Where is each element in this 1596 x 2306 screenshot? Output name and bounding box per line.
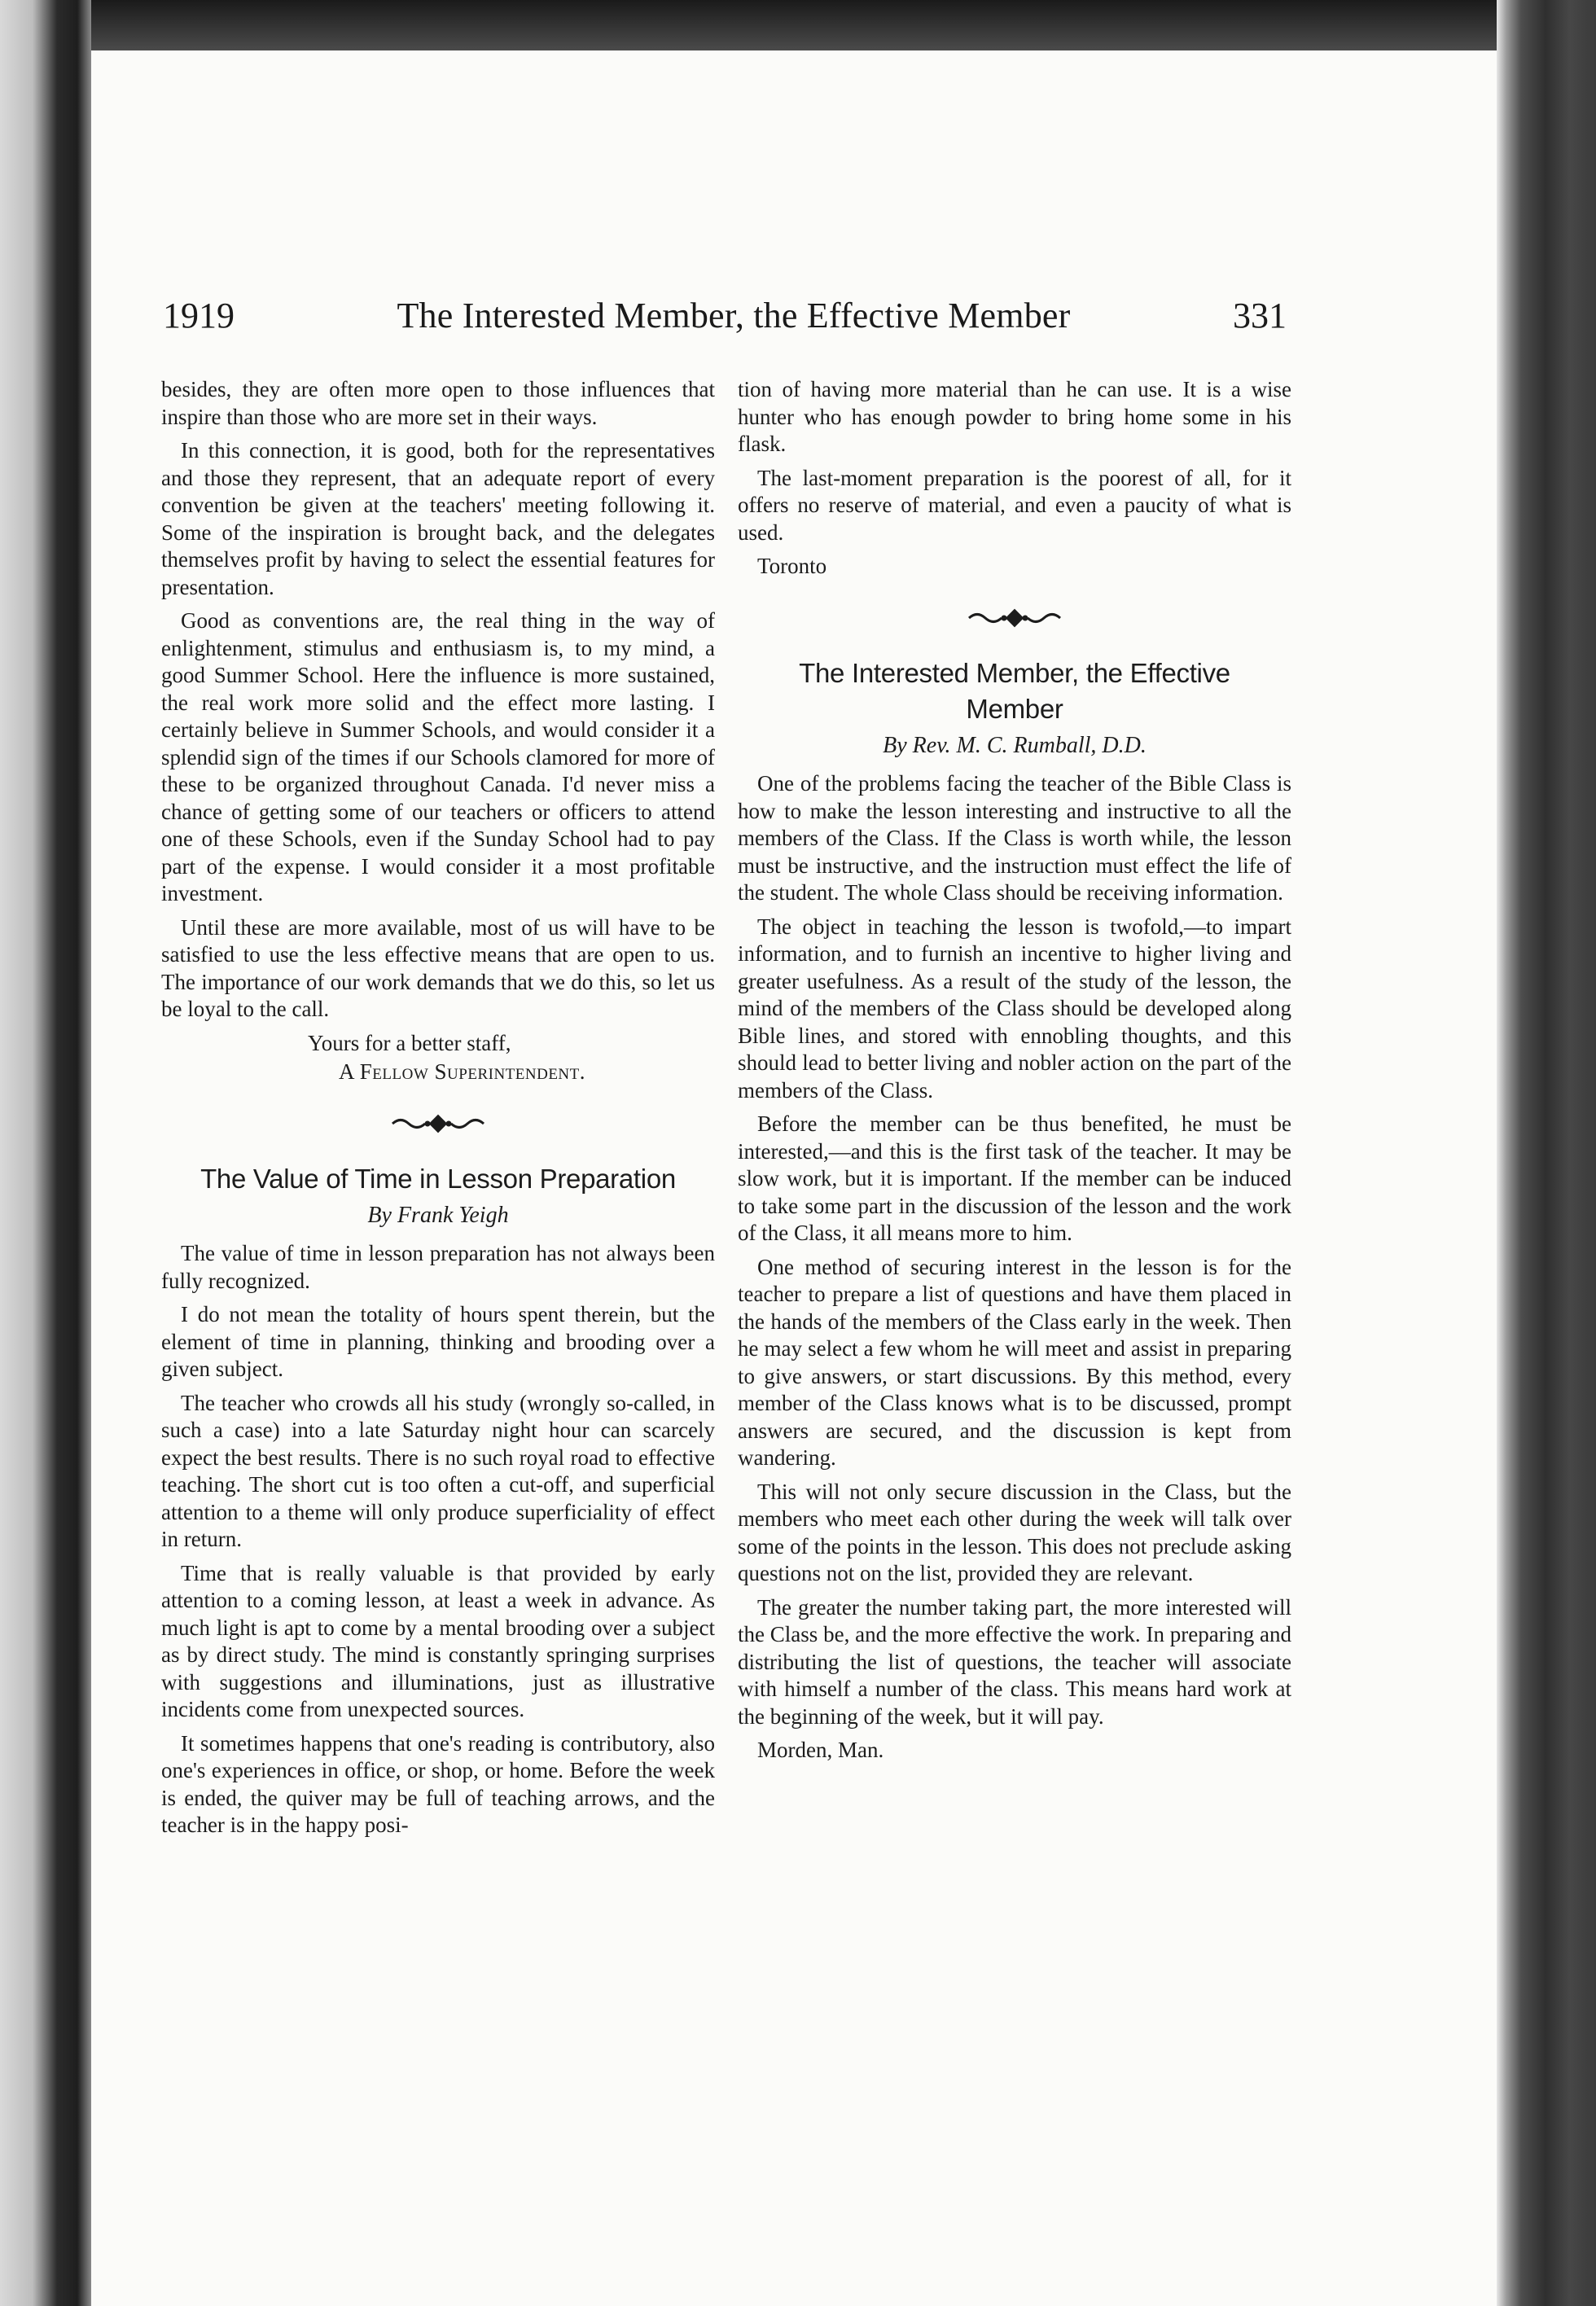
ornament-icon — [966, 606, 1063, 630]
book-edge-right — [1497, 0, 1596, 2306]
place-line: Morden, Man. — [757, 1738, 884, 1762]
paragraph: In this connection, it is good, both for the representatives and those they represent, that an adequate report of every convention be given at the teachers' meeting following it. Some of the inspiration is brought back, and the delegates themselves profit by having to select the essential features for presentation. — [161, 438, 715, 599]
page-number: 331 — [1232, 296, 1287, 335]
signoff: Yours for a better staff, — [308, 1030, 511, 1055]
article-byline: By Rev. M. C. Rumball, D.D. — [883, 732, 1147, 758]
ornament-divider — [161, 1104, 715, 1143]
scan-frame-left — [0, 0, 91, 2306]
paragraph: This will not only secure discussion in the Class, but the members who meet each other during the week will talk over some of the points in the lesson. This does not preclude asking questions not on the list, provided they are relevant. — [738, 1479, 1291, 1585]
paragraph: The last-moment preparation is the poorest of all, for it offers no reserve of material, and even a paucity of what is used. — [738, 465, 1291, 545]
page-year: 1919 — [163, 296, 235, 335]
paragraph: The value of time in lesson preparation has not always been fully recognized. — [161, 1241, 715, 1293]
paragraph: Before the member can be thus benefited, he must be interested,—and this is the first task of the teacher. It may be slow work, but it is important. If the member can be induced to take some part in the discussion of the lesson and the work of the Class, it all means more to him. — [738, 1111, 1291, 1245]
paragraph: The greater the number taking part, the more interested will the Class be, and the more effective the work. In preparing and distributing the list of questions, the teacher will associate with himself a number of the class. This means hard work at the beginning of the week, but it will pay. — [738, 1594, 1291, 1729]
article-title-line: Member — [966, 693, 1063, 724]
article-title — [738, 655, 1291, 727]
ornament-divider — [738, 598, 1291, 638]
paragraph: I do not mean the totality of hours spent therein, but the element of time in planning, thinking and brooding over a given subject. — [161, 1302, 715, 1381]
place-line: Toronto — [757, 554, 827, 578]
paragraph: tion of having more material than he can use. It is a wise hunter who has enough powder to bring home some in his flask. — [738, 377, 1291, 456]
ornament-icon — [389, 1111, 487, 1136]
running-head — [163, 295, 1287, 352]
right-column — [738, 376, 1291, 1765]
paragraph: Until these are more available, most of us will have to be satisfied to use the less effective means that are open to us. The importance of our work demands that we do this, so let us be loyal to the call. — [161, 914, 715, 1021]
signature-part: A F — [339, 1059, 373, 1084]
article-byline: By Frank Yeigh — [367, 1202, 509, 1228]
signature-part: S — [428, 1059, 448, 1084]
paragraph: besides, they are often more open to those influences that inspire than those who are more set in their ways. — [161, 377, 715, 429]
left-column — [161, 376, 715, 1846]
signature — [161, 1059, 715, 1086]
paragraph: It sometimes happens that one's reading is contributory, also one's experiences in office, or shop, or home. Before the week is ended, the quiver may be full of teaching arrows, and the teacher is in the happy posi- — [161, 1730, 715, 1837]
paragraph: One method of securing interest in the lesson is for the teacher to prepare a list of questions and have them placed in the hands of the members of the Class early in the week. Then he may select a few whom he will meet and assist in preparing to give answers, or start discussions. By this method, every member of the Class knows what is to be discussed, prompt answers are secured, and the discussion is kept from wandering. — [738, 1254, 1291, 1470]
paragraph: The object in teaching the lesson is twofold,—to impart information, and to furnish an incentive to higher living and greater usefulness. As a result of the study of the lesson, the mind of the members of the Class should be developed along Bible lines, and stored with ennobling thoughts, and this should lead to better living and nobler action on the part of the members of the Class. — [738, 914, 1291, 1103]
signature-part: ellow — [372, 1059, 429, 1084]
paragraph: The teacher who crowds all his study (wrongly so-called, in such a case) into a late Saturday night hour can scarcely expect the best results. There is no such royal road to effective teaching. The short cut is too often a cut-off, and superficial attention to a theme will only produce superficiality of effect in return. — [161, 1390, 715, 1551]
paragraph: One of the problems facing the teacher of the Bible Class is how to make the lesson interesting and instructive to all the members of the Class. If the Class is worth while, the lesson must be instructive, and the instruction must effect the life of the student. The whole Class should be receiving information. — [738, 771, 1291, 905]
article-title-line: The Interested Member, the Effective — [799, 657, 1230, 688]
scan-frame-top — [0, 0, 1596, 50]
running-title: The Interested Member, the Effective Member — [397, 296, 1071, 335]
article-title: The Value of Time in Lesson Preparation — [200, 1163, 676, 1194]
paragraph: Good as conventions are, the real thing in the way of enlightenment, stimulus and enthusiasm is, to my mind, a good Summer School. Here the influence is more sustained, the real work more solid and the effect more lasting. I certainly believe in Summer Schools, and would consider it a splendid sign of the times if our Schools clamored for more of these to be organized throughout Canada. I'd never miss a chance of getting some of our teachers or officers to attend one of these Schools, even if the Sunday School had to pay part of the expense. I would consider it a most profitable investment. — [161, 608, 715, 905]
paragraph: Time that is really valuable is that provided by early attention to a coming lesson, at least a week in advance. As much light is apt to come by a mental brooding over a subject as by direct study. The mind is constantly springing surprises with suggestions and illuminations, just as illustrative incidents come from unexpected sources. — [161, 1560, 715, 1721]
signature-part: uperintendent. — [447, 1059, 585, 1084]
